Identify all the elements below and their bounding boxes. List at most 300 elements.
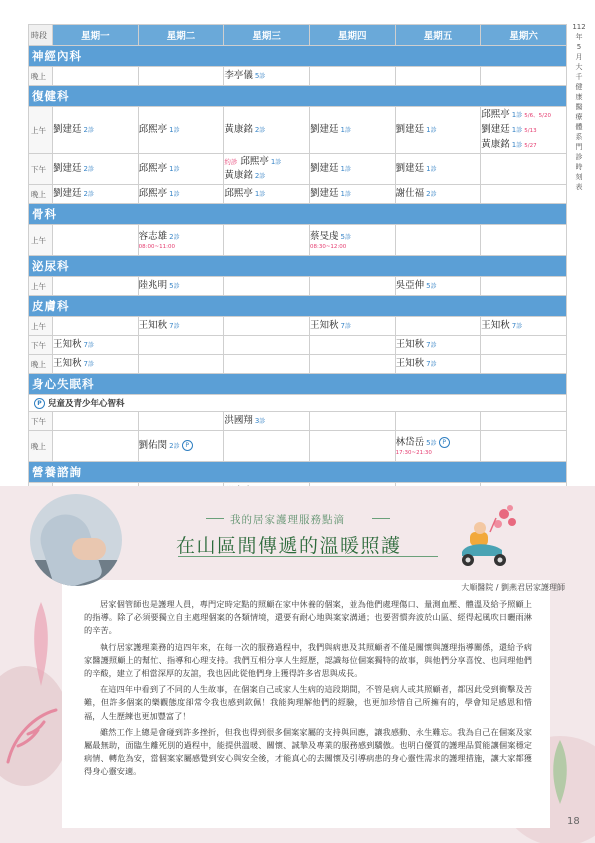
department-header (29, 256, 567, 277)
doctor-name: 王知秋 (309, 320, 339, 331)
room-number (255, 126, 265, 134)
room-number-value: 7 (426, 341, 431, 349)
schedule-cell (309, 107, 395, 154)
article-title: 在山區間傳遞的溫暖照護 (176, 535, 402, 557)
schedule-cell (138, 154, 224, 185)
doctor-name: 劉建廷 (53, 188, 82, 199)
schedule-cell (309, 412, 395, 431)
schedule-cell (224, 412, 310, 431)
schedule-row (29, 336, 567, 355)
page-number: 18 (567, 816, 580, 827)
room-suffix: 診 (430, 439, 437, 447)
side-label-char: 表 (575, 183, 583, 191)
schedule-cell (53, 67, 139, 86)
doctor-name: 王知秋 (481, 320, 510, 331)
department-header (29, 46, 567, 67)
room-number-value: 7 (83, 341, 88, 349)
doctor-name: 邱熙亭 (224, 188, 253, 199)
schedule-cell (309, 431, 395, 462)
schedule-row (29, 67, 567, 86)
doctor-name: 邱熙亭 (481, 108, 510, 120)
room-number (84, 126, 94, 134)
schedule-cell (224, 67, 310, 86)
room-number-value: 5 (169, 282, 174, 290)
doctor-entry (224, 187, 309, 201)
schedule-cell (224, 225, 310, 256)
doctor-entry (396, 123, 481, 137)
schedule-cell (395, 185, 481, 204)
date-note: 5/27 (524, 142, 537, 149)
clinic-schedule-table (28, 24, 567, 502)
room-number-value: 7 (511, 322, 517, 330)
doctor-entry (396, 338, 481, 352)
child-psych-badge-icon: P (182, 440, 193, 451)
doctor-entry (310, 123, 395, 137)
doctor-entry (396, 436, 481, 450)
side-label-char: 年 (575, 33, 583, 41)
schedule-cell (53, 107, 139, 154)
doctor-name: 劉建廷 (395, 124, 425, 135)
room-suffix: 診 (430, 283, 437, 290)
room-number (169, 233, 179, 241)
doctor-name: 王知秋 (53, 339, 82, 350)
slot-header: 時段 (29, 25, 53, 46)
room-suffix: 診 (173, 127, 180, 134)
room-number-value: 2 (83, 165, 88, 173)
schedule-cell (224, 336, 310, 355)
room-suffix: 診 (173, 323, 180, 330)
schedule-cell (138, 225, 224, 256)
doctor-name: 邱熙亭 (138, 163, 168, 174)
schedule-cell (224, 431, 310, 462)
doctor-name: 劉建廷 (53, 124, 82, 135)
time-slot-label: 下午 (29, 412, 53, 431)
room-suffix: 診 (344, 166, 351, 173)
room-number-value: 5 (426, 438, 431, 447)
time-slot-label: 下午 (29, 154, 53, 185)
article-paragraph: 雖然工作上總是會碰到許多挫折，但我也得到很多個案家屬的支持與回應，讓我感動、永生難忘。我為自己在個案及家屬最無助，面臨生離死別的過程中，能提供溫暖、關懷、誠摯及專業的服務感到驕傲。也明白優質的護理品質能讓個案穩定病情、轉危為安，當個案家屬感覺到安心與安全後，才能真心的去關懷及引導病患的身心靈性需求的護理措施，讓大家都獲得身心靈安適。 (84, 726, 532, 777)
room-suffix: 診 (173, 283, 180, 290)
doctor-entry (139, 279, 224, 293)
doctor-entry (139, 319, 224, 333)
room-suffix: 診 (259, 173, 266, 180)
day-header-tue: 星期二 (138, 25, 224, 46)
appointment-tag: 約診 (224, 158, 238, 166)
schedule-cell (395, 336, 481, 355)
room-number (426, 190, 436, 198)
room-suffix: 診 (516, 126, 523, 134)
room-number (255, 172, 265, 180)
article-kicker: 我的居家護理服務點滴 (230, 514, 345, 526)
time-slot-label: 晚上 (29, 355, 53, 374)
doctor-entry (224, 155, 309, 169)
room-number-value: 2 (83, 190, 88, 198)
article-body (84, 598, 532, 782)
schedule-cell (309, 67, 395, 86)
doctor-name: 劉建廷 (481, 123, 510, 135)
room-suffix: 診 (173, 166, 180, 173)
doctor-entry (53, 187, 138, 201)
side-label-char: 千 (575, 73, 583, 81)
side-label-char: 刻 (575, 173, 583, 181)
side-label-char: 健 (575, 83, 583, 91)
room-number-value: 7 (426, 360, 431, 368)
department-name: 皮膚科 (29, 296, 567, 317)
side-label-char: 門 (575, 143, 583, 151)
day-header-fri: 星期五 (395, 25, 481, 46)
doctor-entry (481, 108, 566, 123)
room-number (255, 190, 265, 198)
doctor-name: 王知秋 (395, 358, 425, 369)
schedule-cell (138, 431, 224, 462)
doctor-entry (310, 230, 395, 244)
doctor-entry (139, 230, 224, 244)
schedule-row (29, 431, 567, 462)
schedule-cell (309, 336, 395, 355)
room-suffix: 診 (430, 127, 437, 134)
room-number-value: 3 (254, 417, 260, 425)
schedule-cell (395, 107, 481, 154)
room-number (169, 165, 179, 173)
department-name: 泌尿科 (29, 256, 567, 277)
room-number (340, 322, 350, 330)
doctor-name: 黃康銘 (224, 124, 253, 135)
doctor-name: 謝仕福 (395, 188, 425, 199)
schedule-cell (309, 225, 395, 256)
department-name: 神經內科 (29, 46, 567, 67)
schedule-cell (53, 431, 139, 462)
schedule-cell (53, 355, 139, 374)
schedule-cell (395, 67, 481, 86)
room-number (340, 165, 350, 173)
side-label-char: 診 (575, 153, 583, 161)
doctor-name: 劉建廷 (309, 163, 339, 174)
room-number-value: 1 (340, 190, 345, 198)
schedule-cell (395, 225, 481, 256)
doctor-entry (139, 162, 224, 176)
schedule-row (29, 107, 567, 154)
room-suffix: 診 (87, 166, 94, 173)
date-note: 5/13 (524, 127, 537, 134)
doctor-entry (224, 169, 309, 183)
room-number-value: 2 (254, 172, 260, 180)
room-number-value: 7 (169, 322, 174, 330)
article-byline: 大順醫院 / 劉燕君居家護理師 (461, 583, 565, 592)
time-slot-label: 上午 (29, 225, 53, 256)
schedule-row (29, 317, 567, 336)
schedule-cell (395, 412, 481, 431)
time-slot-label: 晚上 (29, 431, 53, 462)
room-number (512, 322, 522, 330)
department-header (29, 374, 567, 395)
kicker-line (372, 518, 390, 519)
doctor-name: 李亭儀 (224, 70, 253, 81)
room-number (426, 126, 436, 134)
room-suffix: 診 (344, 323, 351, 330)
schedule-row (29, 277, 567, 296)
department-header (29, 204, 567, 225)
caregiver-photo (30, 494, 122, 586)
doctor-name: 劉建廷 (309, 124, 339, 135)
room-suffix: 診 (344, 127, 351, 134)
department-name: 骨科 (29, 204, 567, 225)
schedule-cell (53, 154, 139, 185)
schedule-cell (481, 431, 567, 462)
schedule-cell (481, 154, 567, 185)
room-number-value: 1 (169, 190, 174, 198)
room-suffix: 診 (259, 191, 266, 198)
room-suffix: 診 (344, 233, 351, 241)
time-slot-label: 下午 (29, 336, 53, 355)
schedule-cell (53, 412, 139, 431)
child-psych-badge-icon: P (439, 437, 450, 448)
side-label-char: 康 (575, 93, 583, 101)
doctor-name: 劉建廷 (395, 163, 425, 174)
schedule-cell (138, 336, 224, 355)
schedule-cell (224, 277, 310, 296)
room-number (169, 282, 179, 290)
doctor-entry (396, 162, 481, 176)
schedule-cell (481, 277, 567, 296)
schedule-header-row (29, 25, 567, 46)
room-number (255, 417, 265, 425)
doctor-entry (224, 69, 309, 83)
schedule-cell (138, 412, 224, 431)
room-number (169, 190, 179, 198)
day-header-mon: 星期一 (53, 25, 139, 46)
schedule-cell (481, 412, 567, 431)
room-number-value: 2 (426, 190, 431, 198)
schedule-cell (395, 154, 481, 185)
doctor-entry (53, 357, 138, 371)
room-number-value: 1 (270, 158, 276, 166)
room-number (84, 360, 94, 368)
schedule-cell (138, 355, 224, 374)
time-slot-label: 上午 (29, 107, 53, 154)
schedule-cell (53, 336, 139, 355)
doctor-name: 黃康銘 (481, 138, 510, 150)
schedule-cell (481, 317, 567, 336)
schedule-cell (138, 317, 224, 336)
leaf-icon (4, 706, 60, 766)
schedule-cell (224, 317, 310, 336)
room-suffix: 診 (516, 111, 523, 119)
room-number (255, 72, 265, 80)
room-number-value: 1 (340, 165, 345, 173)
schedule-cell (309, 355, 395, 374)
room-suffix: 診 (259, 127, 266, 134)
room-number (84, 190, 94, 198)
room-number (426, 282, 436, 290)
schedule-row (29, 412, 567, 431)
schedule-cell (224, 185, 310, 204)
doctor-entry (139, 187, 224, 201)
schedule-cell (53, 185, 139, 204)
doctor-entry (53, 123, 138, 137)
room-number-value: 2 (254, 126, 260, 134)
subdepartment-cell (29, 395, 567, 412)
schedule-cell (309, 317, 395, 336)
schedule-cell (224, 355, 310, 374)
schedule-cell (138, 107, 224, 154)
room-suffix: 診 (430, 361, 437, 368)
time-slot-label: 晚上 (29, 185, 53, 204)
schedule-row (29, 154, 567, 185)
schedule-cell (481, 225, 567, 256)
clinic-hours: 08:30~12:00 (309, 243, 347, 250)
side-label-char: 系 (575, 133, 583, 141)
kicker-line (206, 518, 224, 519)
schedule-cell (224, 154, 310, 185)
subdepartment-name: 兒童及青少年心智科 (48, 399, 125, 409)
room-number-value: 1 (511, 110, 517, 119)
doctor-entry (310, 187, 395, 201)
room-suffix: 診 (516, 141, 523, 149)
time-slot-label: 晚上 (29, 67, 53, 86)
room-number-value: 1 (254, 190, 260, 198)
article-paragraph: 執行居家護理業務的這四年來，在每一次的服務過程中，我們與病患及其照顧者不僅是關懷與護理指導關係，還給予病家醫護照顧上的幫忙、指導和心理支持。我們互相分享人生經歷，認識每位個案獨特的故事，與他們分享喜悅、也同理他們的辛酸，建立了相當深厚的友誼，我也因此從他們身上獲得許多省思與成長。 (84, 641, 532, 679)
schedule-cell (395, 355, 481, 374)
room-suffix: 診 (87, 342, 94, 349)
doctor-name: 邱熙亭 (138, 188, 168, 199)
date-note: 5/6、5/20 (524, 112, 551, 119)
subdepartment-row (29, 395, 567, 412)
room-number (426, 439, 436, 447)
schedule-row (29, 185, 567, 204)
time-slot-label: 上午 (29, 277, 53, 296)
room-number (271, 158, 281, 166)
schedule-cell (481, 355, 567, 374)
room-number-value: 1 (169, 165, 174, 173)
doctor-name: 陸兆明 (138, 280, 168, 291)
department-name: 營養諮詢 (29, 462, 567, 483)
doctor-name: 容志雄 (138, 230, 168, 242)
room-suffix: 診 (430, 191, 437, 198)
schedule-cell (138, 67, 224, 86)
day-header-sat: 星期六 (481, 25, 567, 46)
schedule-cell (224, 107, 310, 154)
room-suffix: 診 (173, 191, 180, 198)
room-number (169, 126, 179, 134)
schedule-cell (395, 277, 481, 296)
room-suffix: 診 (259, 73, 266, 80)
title-underline (178, 556, 438, 557)
doctor-name: 劉佑閔 (138, 440, 168, 451)
day-header-thu: 星期四 (309, 25, 395, 46)
child-psych-badge-icon: P (34, 398, 45, 409)
room-number-value: 7 (340, 322, 345, 330)
article-paragraph: 居家個管師也是護理人員，專門定時定點的照顧在家中休養的個案，並為他們處理傷口、量測血壓、體溫及給予照顧上的指導。除了必須要獨立自主處理個案的各類情境，還要有耐心地與案家溝通；也要習慣奔波於山區、經得起風吹日曬雨淋的辛苦。 (84, 599, 532, 636)
schedule-row (29, 355, 567, 374)
department-name: 身心失眠科 (29, 374, 567, 395)
clinic-hours: 17:30~21:30 (395, 449, 432, 456)
schedule-cell (53, 317, 139, 336)
department-name: 復健科 (29, 86, 567, 107)
room-number-value: 2 (169, 442, 174, 450)
room-number-value: 5 (426, 282, 431, 290)
doctor-entry (481, 123, 566, 138)
room-suffix: 診 (87, 361, 94, 368)
room-number (169, 322, 179, 330)
room-suffix: 診 (430, 166, 437, 173)
doctor-name: 邱熙亭 (138, 124, 168, 135)
room-number (512, 111, 522, 119)
clinic-hours: 08:00~11:00 (138, 243, 175, 250)
schedule-cell (309, 154, 395, 185)
doctor-name: 蔡旻虔 (309, 230, 339, 242)
room-suffix: 診 (173, 233, 180, 241)
doctor-entry (139, 123, 224, 137)
doctor-entry (224, 123, 309, 137)
room-number (426, 360, 436, 368)
room-number-value: 1 (511, 125, 517, 134)
schedule-cell (309, 277, 395, 296)
doctor-name: 洪國翔 (224, 415, 253, 426)
room-number (340, 126, 350, 134)
room-number-value: 2 (169, 232, 174, 241)
room-number (512, 126, 522, 134)
doctor-name: 王知秋 (395, 339, 425, 350)
side-label (571, 22, 587, 192)
room-number (84, 165, 94, 173)
schedule-cell (53, 277, 139, 296)
room-number-value: 1 (511, 140, 517, 149)
room-suffix: 診 (430, 342, 437, 349)
room-suffix: 診 (87, 127, 94, 134)
side-label-char: 時 (575, 163, 583, 171)
room-number (340, 190, 350, 198)
doctor-name: 王知秋 (53, 358, 82, 369)
room-number-value: 2 (83, 126, 88, 134)
schedule-cell (481, 107, 567, 154)
schedule-cell (309, 185, 395, 204)
schedule-cell (138, 277, 224, 296)
side-label-char: 醫 (575, 103, 583, 111)
doctor-name: 吳亞伸 (395, 280, 425, 291)
room-number-value: 5 (254, 72, 260, 80)
doctor-name: 黃康銘 (224, 170, 253, 181)
schedule-row (29, 225, 567, 256)
doctor-name: 林岱岳 (395, 436, 425, 448)
room-number-value: 5 (340, 232, 345, 241)
room-suffix: 診 (87, 191, 94, 198)
department-header (29, 296, 567, 317)
side-label-char: 大 (575, 63, 583, 71)
doctor-entry (481, 319, 566, 333)
schedule-cell (395, 431, 481, 462)
room-number (512, 141, 522, 149)
room-suffix: 診 (173, 443, 180, 450)
doctor-entry (481, 138, 566, 153)
doctor-entry (310, 162, 395, 176)
day-header-wed: 星期三 (224, 25, 310, 46)
doctor-name: 邱熙亭 (240, 156, 269, 167)
room-suffix: 診 (344, 191, 351, 198)
room-number-value: 1 (426, 126, 431, 134)
side-label-char: 5 (576, 43, 582, 51)
doctor-entry (53, 162, 138, 176)
schedule-cell (53, 225, 139, 256)
time-slot-label: 上午 (29, 317, 53, 336)
room-number (426, 165, 436, 173)
schedule-cell (395, 317, 481, 336)
doctor-entry (310, 319, 395, 333)
schedule-cell (138, 185, 224, 204)
room-suffix: 診 (259, 418, 266, 425)
doctor-entry (53, 338, 138, 352)
doctor-name: 王知秋 (138, 320, 168, 331)
room-number-value: 1 (426, 165, 431, 173)
